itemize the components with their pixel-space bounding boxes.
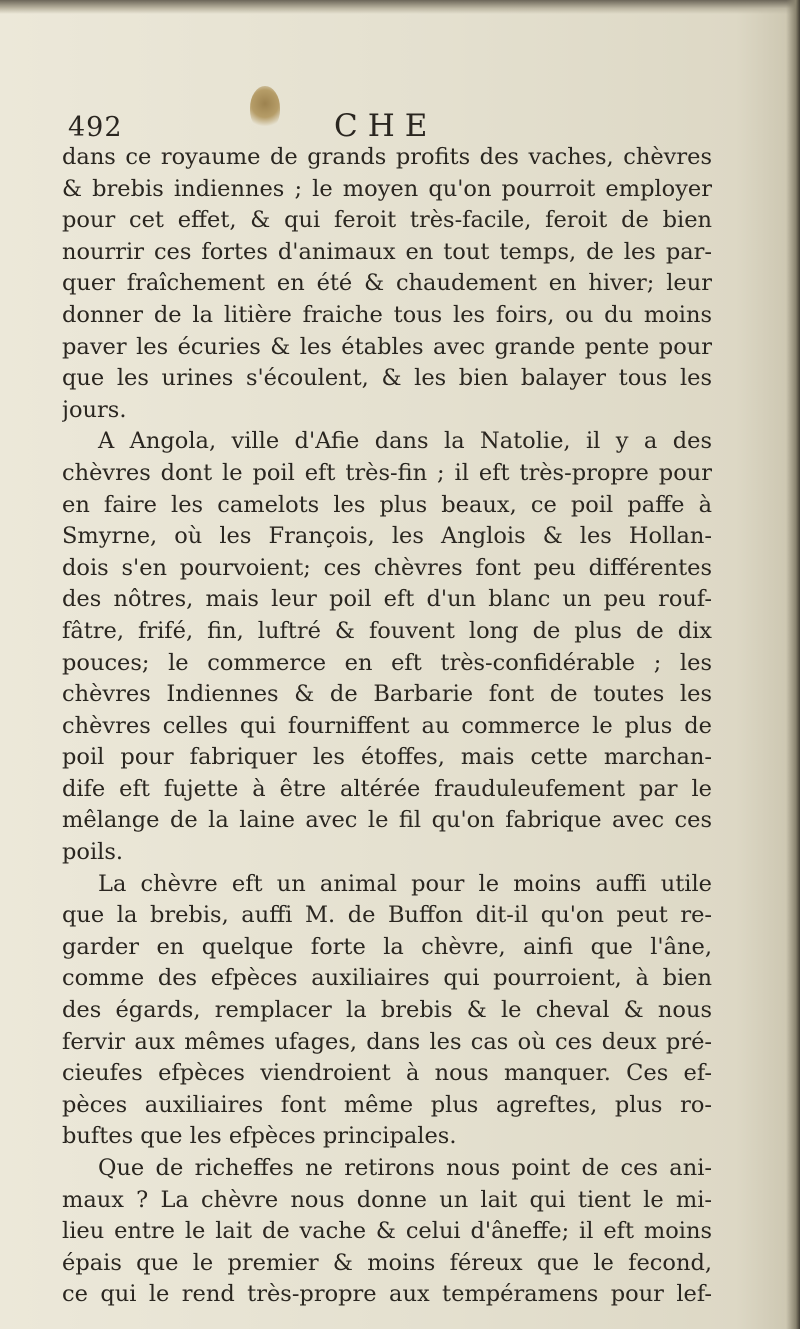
text-line: dans ce royaume de grands profits des vaches, chèvres — [62, 144, 712, 170]
text-line: des nôtres, mais leur poil eft d'un blanc un peu rouf- — [62, 586, 712, 613]
text-line: pour cet effet, & qui feroit très-facile, feroit de bien — [62, 207, 712, 234]
text-line: épais que le premier & moins féreux que le fecond, — [62, 1249, 712, 1276]
text-line: buftes que les efpèces principales. — [62, 1123, 457, 1150]
text-line: donner de la litière fraiche tous les foirs, ou du moins — [62, 301, 712, 328]
text-line: lieu entre le lait de vache & celui d'âneffe; il eft moins — [62, 1218, 712, 1245]
text-line: ce qui le rend très-propre aux tempéramens pour lef- — [62, 1281, 712, 1308]
text-line: chèvres Indiennes & de Barbarie font de toutes les — [62, 681, 712, 708]
text-line: pèces auxiliaires font même plus agreftes, plus ro- — [62, 1091, 712, 1118]
text-line: dife eft fujette à être altérée frauduleufement par le — [62, 775, 712, 802]
text-line: fâtre, frifé, fin, luftré & fouvent long de plus de dix — [62, 617, 712, 644]
text-line: nourrir ces fortes d'animaux en tout temps, de les par- — [62, 238, 712, 265]
text-line: chèvres celles qui fourniffent au commerce le plus de — [62, 712, 712, 739]
text-line: que la brebis, auffi M. de Buffon dit-il qu'on peut re- — [62, 902, 712, 929]
text-line: La chèvre eft un animal pour le moins auffi utile — [98, 870, 712, 897]
text-line: comme des efpèces auxiliaires qui pourroient, à bien — [62, 965, 712, 992]
text-line: A Angola, ville d'Afie dans la Natolie, il y a des — [98, 428, 712, 455]
text-line: Smyrne, où les François, les Anglois & les Hollan- — [62, 523, 712, 550]
text-line: paver les écuries & les étables avec grande pente pour — [62, 333, 712, 360]
text-line: Que de richeffes ne retirons nous point de ces ani- — [98, 1155, 712, 1181]
text-line: cieufes efpèces viendroient à nous manquer. Ces ef- — [62, 1060, 712, 1087]
text-line: que les urines s'écoulent, & les bien balayer tous les — [62, 365, 712, 392]
page-number: 492 — [68, 112, 123, 143]
text-line: garder en quelque forte la chèvre, ainfi que l'âne, — [62, 933, 712, 960]
text-line: quer fraîchement en été & chaudement en hiver; leur — [62, 270, 712, 297]
body-text — [62, 142, 712, 1311]
text-line: chèvres dont le poil eft très-fin ; il eft très-propre pour — [62, 459, 712, 486]
text-line: mêlange de la laine avec le fil qu'on fabrique avec ces — [62, 807, 712, 834]
text-line: poil pour fabriquer les étoffes, mais cette marchan- — [62, 744, 712, 771]
running-head: CHE — [334, 108, 438, 144]
text-line: maux ? La chèvre nous donne un lait qui tient le mi- — [62, 1186, 712, 1213]
text-line: en faire les camelots les plus beaux, ce poil paffe à — [62, 491, 712, 518]
text-line: dois s'en pourvoient; ces chèvres font peu différentes — [62, 554, 712, 581]
text-line: pouces; le commerce en eft très-confidérable ; les — [62, 649, 712, 676]
text-line: poils. — [62, 839, 124, 866]
text-line: fervir aux mêmes ufages, dans les cas où ces deux pré- — [62, 1028, 712, 1055]
text-line: jours. — [62, 396, 127, 423]
text-line: & brebis indiennes ; le moyen qu'on pourroit employer — [62, 175, 712, 202]
text-line: des égards, remplacer la brebis & le cheval & nous — [62, 997, 712, 1024]
